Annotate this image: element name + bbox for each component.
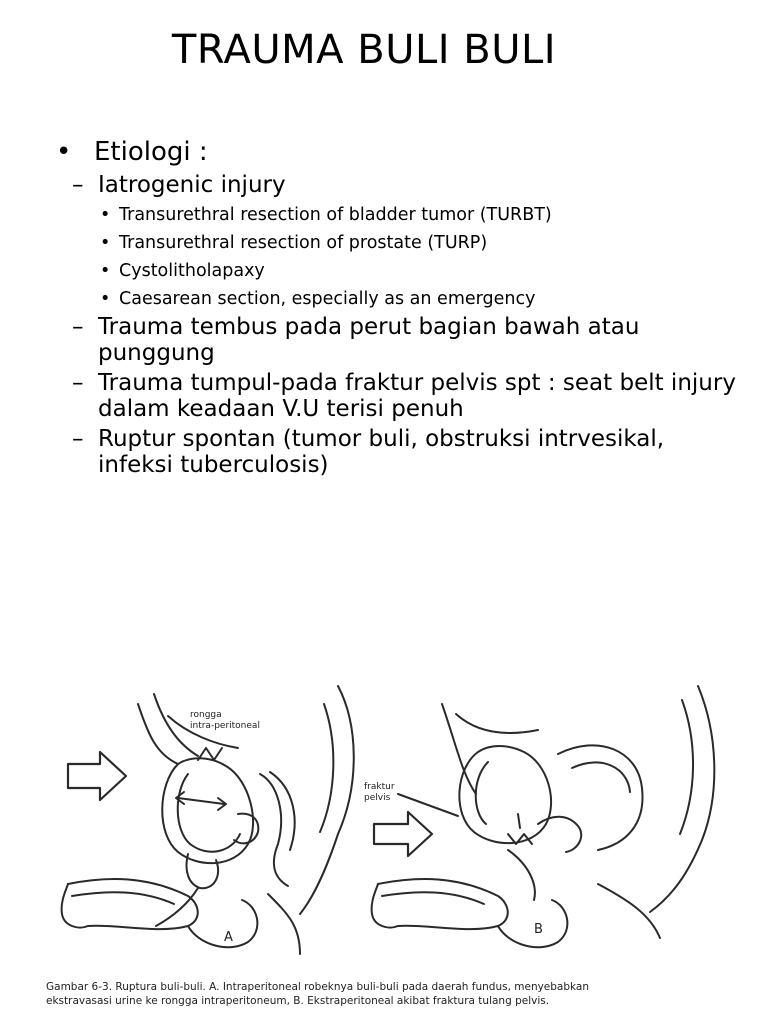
- sub-item-text: Cystolitholapaxy: [119, 261, 265, 281]
- list-item-ruptur-spontan: [72, 426, 664, 478]
- figure-caption: [46, 980, 746, 1008]
- item-line1: Ruptur spontan (tumor buli, obstruksi intrvesikal,: [98, 426, 665, 452]
- label-intra-peritoneal: intra-peritoneal: [190, 721, 260, 731]
- caption-line1: Gambar 6-3. Ruptura buli-buli. A. Intraperitoneal robeknya buli-buli pada daerah fundus, menyebabkan: [46, 981, 590, 993]
- sub-item-text: Caesarean section, especially as an emergency: [119, 289, 536, 309]
- sub-item-text: Transurethral resection of bladder tumor (TURBT): [119, 205, 552, 225]
- dash-mark: –: [72, 172, 84, 198]
- item-text: Iatrogenic injury: [98, 172, 286, 198]
- bullet-etiologi: [56, 136, 208, 168]
- list-item-iatrogenic: [72, 172, 286, 198]
- sub-bullet-mark: •: [100, 205, 111, 225]
- bullet-label: Etiologi :: [94, 137, 208, 167]
- sub-bullet-mark: •: [100, 233, 111, 253]
- item-line2: infeksi tuberculosis): [98, 452, 329, 478]
- bladder-rupture-illustration: [38, 664, 750, 1014]
- item-line1: Trauma tumpul-pada fraktur pelvis spt : seat belt injury: [98, 370, 736, 396]
- caption-line2: ekstravasasi urine ke rongga intraperitoneum, B. Ekstraperitoneal akibat fraktura tulang pelvis.: [46, 995, 550, 1007]
- sub-item-turp: [100, 232, 487, 254]
- dash-mark: –: [72, 426, 84, 452]
- panel-label-b: B: [534, 922, 543, 937]
- bullet-mark: •: [56, 137, 72, 167]
- item-line2: punggung: [98, 340, 215, 366]
- item-line1: Trauma tembus pada perut bagian bawah atau: [98, 314, 640, 340]
- sub-item-caesarean: [100, 288, 535, 310]
- panel-label-a: A: [224, 930, 233, 945]
- sub-bullet-mark: •: [100, 289, 111, 309]
- list-item-trauma-tumpul: [72, 370, 736, 422]
- sub-bullet-mark: •: [100, 261, 111, 281]
- sub-item-cystolitholapaxy: [100, 260, 265, 282]
- dash-mark: –: [72, 370, 84, 396]
- sub-item-turbt: [100, 204, 552, 226]
- label-pelvis: pelvis: [364, 793, 391, 803]
- anatomy-figure: [38, 664, 750, 1014]
- item-line2: dalam keadaan V.U terisi penuh: [98, 396, 464, 422]
- slide-title: TRAUMA BULI BULI: [171, 27, 557, 73]
- label-rongga: rongga: [190, 710, 222, 720]
- label-fraktur: fraktur: [364, 782, 395, 792]
- list-item-trauma-tembus: [72, 314, 639, 366]
- dash-mark: –: [72, 314, 84, 340]
- sub-item-text: Transurethral resection of prostate (TURP): [119, 233, 488, 253]
